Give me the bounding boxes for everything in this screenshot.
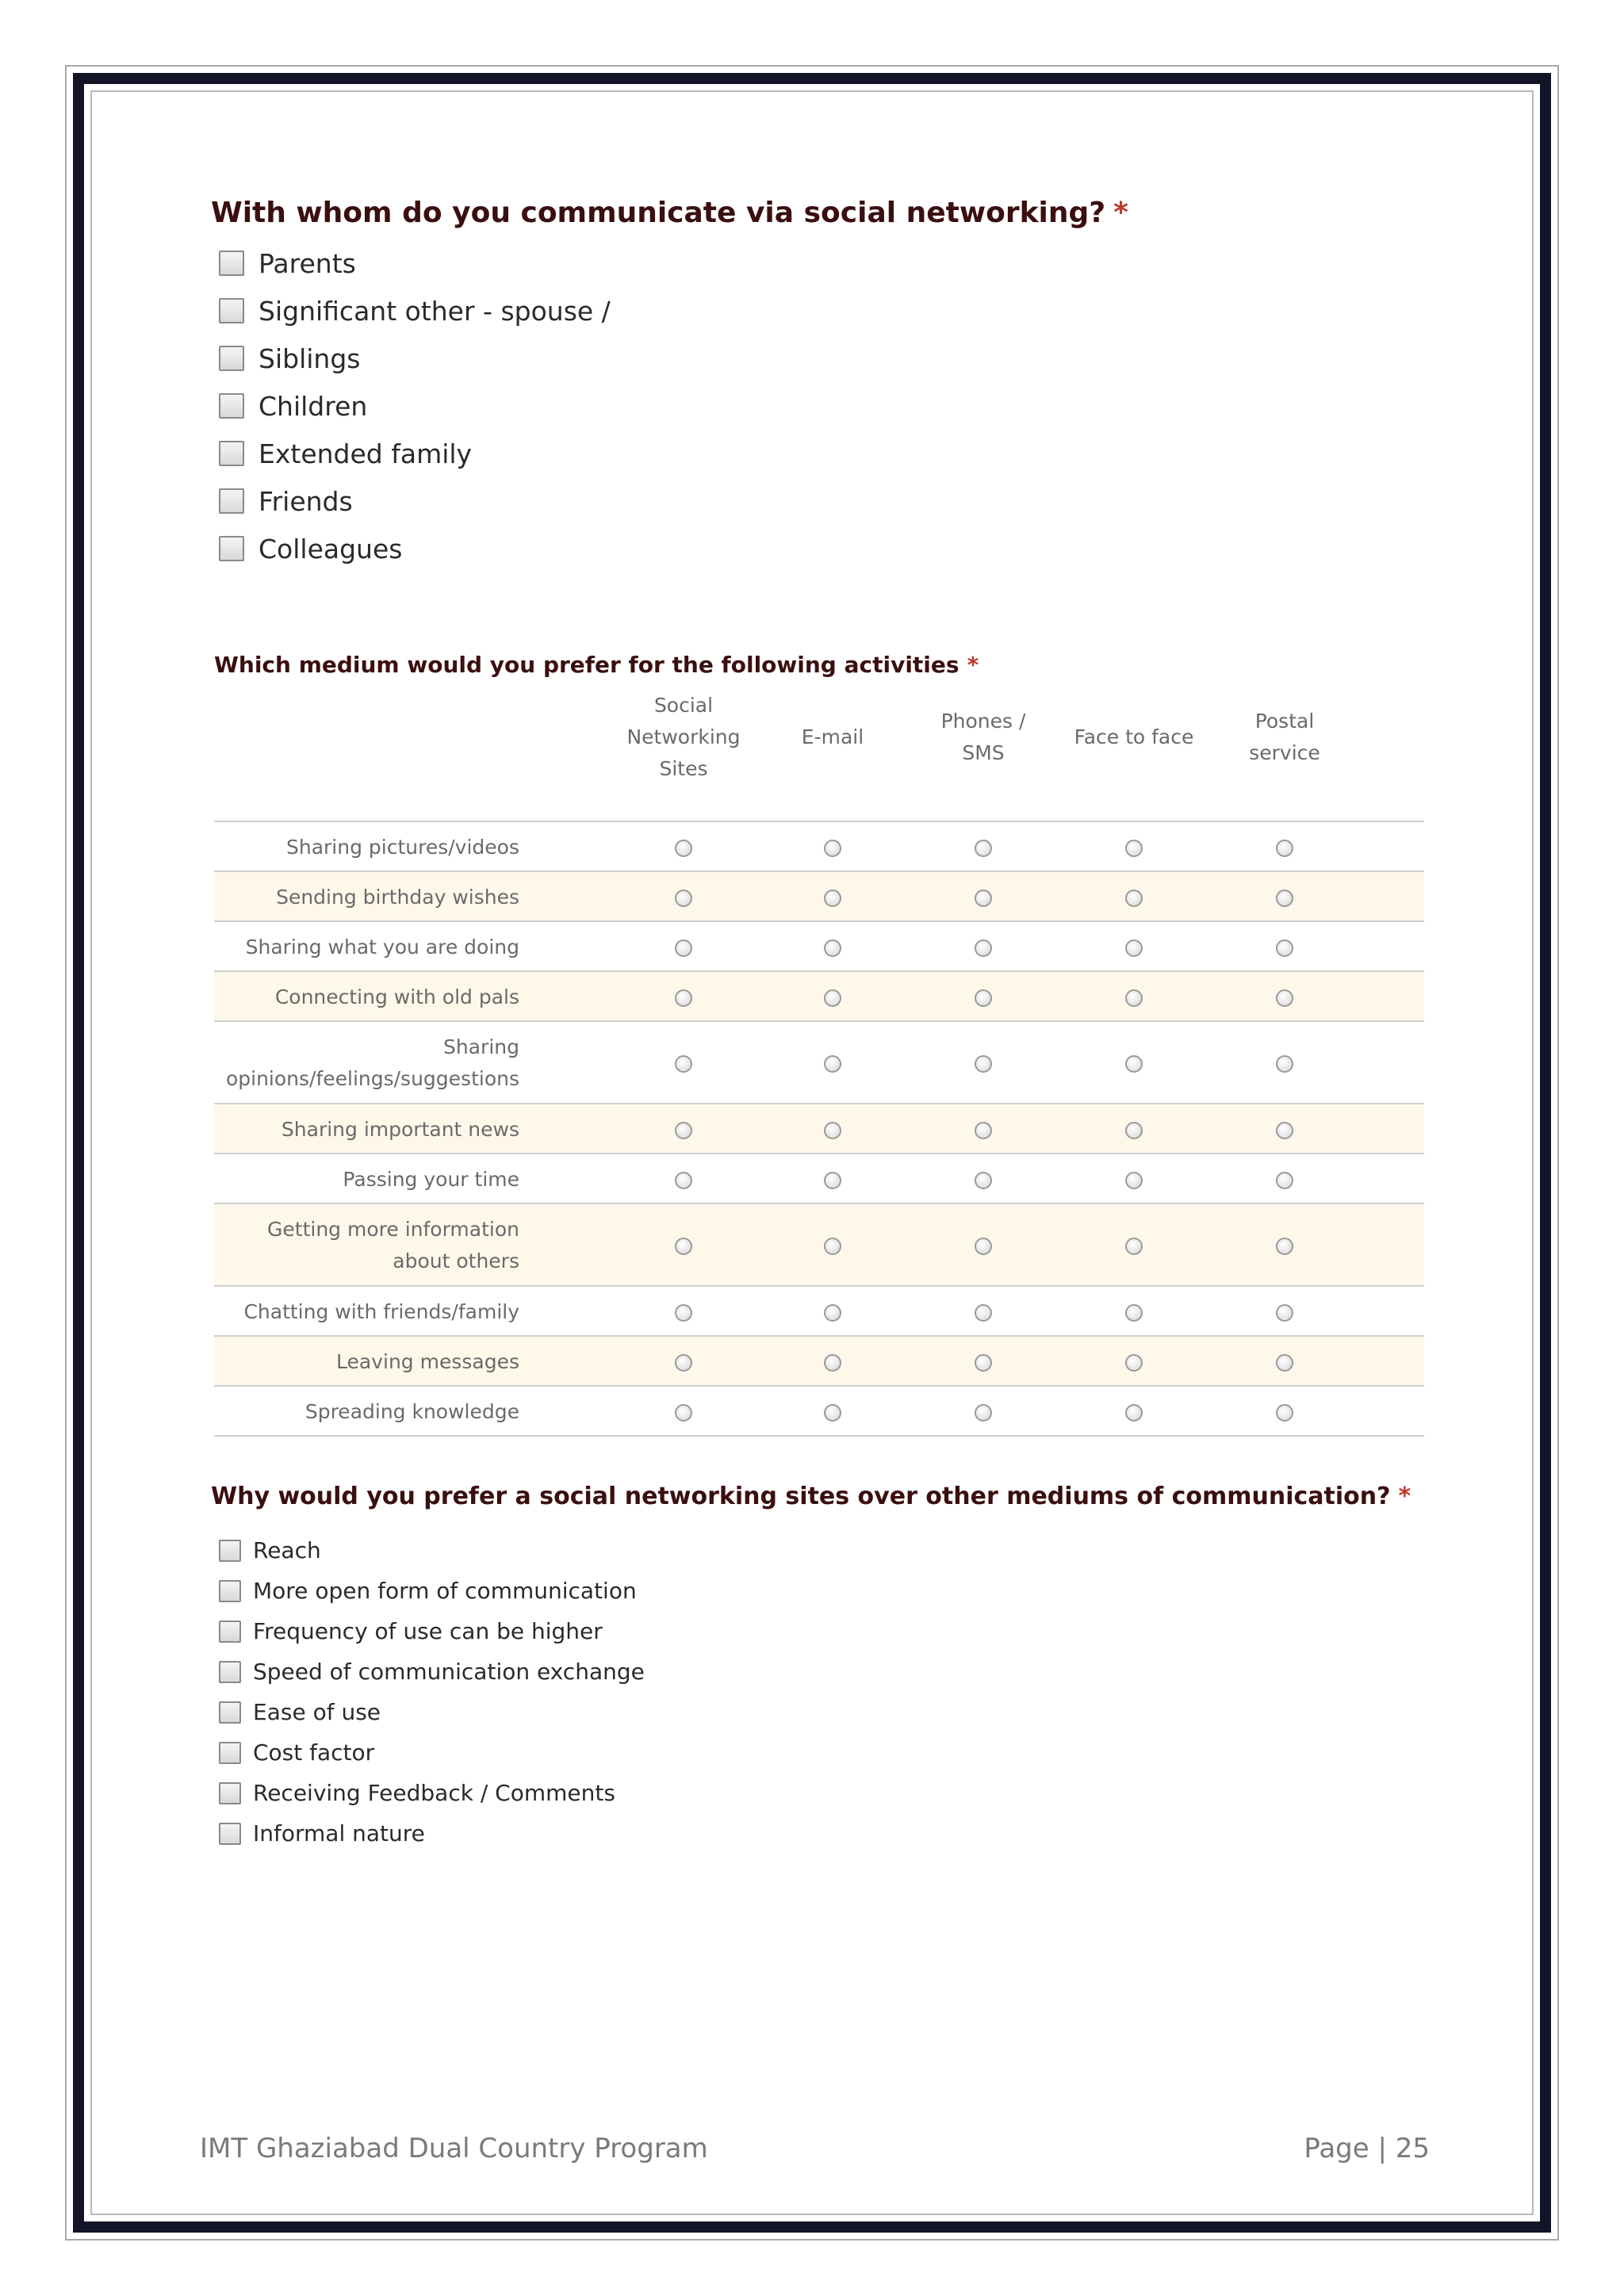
- radio-option[interactable]: [1276, 1304, 1293, 1322]
- radio-option[interactable]: [1125, 1238, 1143, 1255]
- radio-option[interactable]: [975, 840, 992, 857]
- checkbox[interactable]: [219, 298, 244, 323]
- radio-option[interactable]: [975, 1238, 992, 1255]
- radio-option[interactable]: [675, 939, 692, 957]
- q3-option[interactable]: [219, 1611, 603, 1651]
- row-label-line: Passing your time: [343, 1167, 519, 1191]
- radio-option[interactable]: [824, 1172, 841, 1189]
- row-label: [218, 832, 519, 863]
- radio-option[interactable]: [1125, 1172, 1143, 1189]
- option-label: Receiving Feedback / Comments: [253, 1780, 615, 1806]
- q3-title: [211, 1483, 1411, 1510]
- radio-option[interactable]: [824, 989, 841, 1007]
- row-label-line: opinions/feelings/suggestions: [225, 1067, 519, 1090]
- footer-program: IMT Ghaziabad Dual Country Program: [200, 2133, 708, 2164]
- radio-option[interactable]: [1125, 840, 1143, 857]
- row-label-line: Chatting with friends/family: [243, 1299, 519, 1323]
- checkbox[interactable]: [219, 441, 244, 466]
- checkbox[interactable]: [219, 1661, 241, 1683]
- radio-option[interactable]: [1125, 1122, 1143, 1139]
- radio-option[interactable]: [1276, 1172, 1293, 1189]
- radio-option[interactable]: [1276, 1238, 1293, 1255]
- radio-option[interactable]: [1125, 1304, 1143, 1322]
- q3-option[interactable]: [219, 1692, 381, 1732]
- footer-page: [1304, 2133, 1430, 2164]
- row-label: [218, 1114, 519, 1146]
- grid-row: [214, 872, 1424, 922]
- row-label: [218, 1346, 519, 1378]
- radio-option[interactable]: [824, 1404, 841, 1422]
- grid-row: [214, 1154, 1424, 1204]
- row-label: [218, 1164, 519, 1196]
- checkbox[interactable]: [219, 346, 244, 371]
- column-header-line: Postal: [1254, 710, 1315, 733]
- grid-row: [214, 1204, 1424, 1287]
- column-header-line: Phones /: [940, 710, 1026, 733]
- column-header-line: SMS: [962, 741, 1005, 764]
- grid-row: [214, 972, 1424, 1022]
- q3-option[interactable]: [219, 1732, 374, 1773]
- option-label: More open form of communication: [253, 1578, 637, 1604]
- checkbox[interactable]: [219, 1782, 241, 1804]
- grid-row: [214, 1287, 1424, 1337]
- row-label: [218, 1031, 519, 1095]
- radio-option[interactable]: [975, 1172, 992, 1189]
- column-header-line: E-mail: [801, 725, 864, 748]
- row-label: [218, 882, 519, 913]
- row-label: [218, 1396, 519, 1428]
- page-label: Page |: [1304, 2133, 1387, 2164]
- radio-option[interactable]: [1125, 989, 1143, 1007]
- option-label: Informal nature: [253, 1820, 425, 1846]
- option-label: Cost factor: [253, 1739, 375, 1766]
- radio-option[interactable]: [975, 1404, 992, 1422]
- option-label: Parents: [259, 247, 356, 279]
- radio-option[interactable]: [1276, 1354, 1293, 1372]
- row-label-line: Leaving messages: [336, 1349, 519, 1373]
- row-label-line: Connecting with old pals: [274, 985, 519, 1008]
- row-label-line: Sharing what you are doing: [245, 935, 519, 959]
- radio-option[interactable]: [1125, 1404, 1143, 1422]
- radio-option[interactable]: [675, 1304, 692, 1322]
- q2-title: [214, 652, 979, 678]
- radio-option[interactable]: [1125, 1055, 1143, 1073]
- checkbox[interactable]: [219, 536, 244, 561]
- q1-title-text: With whom do you communicate via social networking?: [211, 197, 1106, 229]
- radio-option[interactable]: [1276, 989, 1293, 1007]
- radio-option[interactable]: [1276, 1122, 1293, 1139]
- column-header: [1067, 721, 1201, 753]
- option-label: Siblings: [259, 342, 361, 374]
- row-label: [218, 932, 519, 963]
- option-label: Extended family: [259, 438, 473, 469]
- option-label: Ease of use: [253, 1699, 381, 1725]
- option-label: Speed of communication exchange: [253, 1659, 645, 1685]
- column-header: [616, 690, 751, 785]
- radio-option[interactable]: [675, 1055, 692, 1073]
- q1-title: [211, 197, 1128, 229]
- radio-option[interactable]: [1276, 939, 1293, 957]
- radio-option[interactable]: [675, 840, 692, 857]
- grid-row: [214, 1104, 1424, 1154]
- radio-option[interactable]: [675, 1122, 692, 1139]
- radio-option[interactable]: [975, 1055, 992, 1073]
- option-label: Significant other - spouse /: [259, 295, 611, 327]
- row-label-line: Sharing: [443, 1035, 519, 1058]
- radio-option[interactable]: [1125, 939, 1143, 957]
- checkbox[interactable]: [219, 251, 244, 276]
- q3-title-text: Why would you prefer a social networking sites over other mediums of communication?: [211, 1483, 1391, 1510]
- row-label-line: Sharing pictures/videos: [286, 835, 519, 859]
- grid-row: [214, 1387, 1424, 1437]
- column-header-line: Networking: [626, 725, 741, 748]
- q1-option[interactable]: [219, 382, 367, 430]
- radio-option[interactable]: [975, 1122, 992, 1139]
- q3-option[interactable]: [219, 1651, 645, 1692]
- option-label: Friends: [259, 485, 353, 517]
- q3-option[interactable]: [219, 1571, 637, 1611]
- option-label: Colleagues: [259, 533, 403, 564]
- checkbox[interactable]: [219, 393, 244, 419]
- radio-option[interactable]: [824, 840, 841, 857]
- q1-option[interactable]: [219, 477, 353, 525]
- radio-option[interactable]: [824, 1354, 841, 1372]
- checkbox[interactable]: [219, 1823, 241, 1845]
- radio-option[interactable]: [975, 1354, 992, 1372]
- radio-option[interactable]: [975, 989, 992, 1007]
- row-label: [218, 982, 519, 1013]
- radio-option[interactable]: [1276, 890, 1293, 907]
- required-marker: *: [967, 652, 979, 678]
- row-label-line: Sending birthday wishes: [276, 885, 519, 909]
- radio-option[interactable]: [1125, 1354, 1143, 1372]
- column-header-line: Face to face: [1074, 725, 1194, 748]
- q1-option[interactable]: [219, 335, 360, 382]
- option-label: Frequency of use can be higher: [253, 1618, 603, 1644]
- radio-option[interactable]: [1276, 840, 1293, 857]
- option-label: Reach: [253, 1537, 321, 1563]
- column-header-line: Sites: [659, 757, 708, 780]
- column-header: [765, 721, 900, 753]
- q3-option[interactable]: [219, 1813, 425, 1854]
- column-header-line: Social: [653, 694, 714, 717]
- radio-option[interactable]: [1125, 890, 1143, 907]
- column-header: [916, 706, 1051, 769]
- checkbox[interactable]: [219, 1580, 241, 1602]
- q2-title-text: Which medium would you prefer for the following activities: [214, 652, 959, 678]
- checkbox[interactable]: [219, 1540, 241, 1562]
- required-marker: *: [1398, 1483, 1411, 1510]
- q3-option[interactable]: [219, 1773, 615, 1813]
- radio-option[interactable]: [675, 1404, 692, 1422]
- grid-row: [214, 1022, 1424, 1104]
- radio-option[interactable]: [975, 890, 992, 907]
- q1-option[interactable]: [219, 287, 611, 335]
- radio-option[interactable]: [675, 1172, 692, 1189]
- checkbox[interactable]: [219, 1701, 241, 1724]
- column-header: [1217, 706, 1352, 769]
- row-label: [218, 1296, 519, 1328]
- row-label-line: Getting more information: [267, 1218, 519, 1241]
- radio-option[interactable]: [675, 989, 692, 1007]
- q1-option[interactable]: [219, 525, 402, 572]
- radio-option[interactable]: [1276, 1055, 1293, 1073]
- checkbox[interactable]: [219, 1742, 241, 1764]
- radio-option[interactable]: [975, 1304, 992, 1322]
- radio-option[interactable]: [824, 1122, 841, 1139]
- page-number: 25: [1395, 2133, 1430, 2164]
- row-label: [218, 1214, 519, 1277]
- row-label-line: Spreading knowledge: [304, 1399, 519, 1423]
- required-marker: *: [1113, 197, 1128, 229]
- radio-option[interactable]: [1276, 1404, 1293, 1422]
- checkbox[interactable]: [219, 1621, 241, 1643]
- radio-option[interactable]: [675, 1238, 692, 1255]
- grid-row: [214, 922, 1424, 972]
- row-label-line: about others: [393, 1249, 519, 1272]
- radio-option[interactable]: [824, 1238, 841, 1255]
- q1-option[interactable]: [219, 430, 472, 477]
- grid-row: [214, 822, 1424, 872]
- radio-option[interactable]: [824, 1055, 841, 1073]
- radio-option[interactable]: [824, 939, 841, 957]
- row-label-line: Sharing important news: [281, 1117, 519, 1141]
- checkbox[interactable]: [219, 488, 244, 514]
- option-label: Children: [259, 390, 368, 422]
- radio-option[interactable]: [675, 1354, 692, 1372]
- radio-option[interactable]: [975, 939, 992, 957]
- column-header-line: service: [1249, 741, 1320, 764]
- radio-option[interactable]: [824, 890, 841, 907]
- grid-row: [214, 1337, 1424, 1387]
- q1-option[interactable]: [219, 239, 356, 287]
- q3-option[interactable]: [219, 1530, 321, 1571]
- radio-option[interactable]: [824, 1304, 841, 1322]
- radio-option[interactable]: [675, 890, 692, 907]
